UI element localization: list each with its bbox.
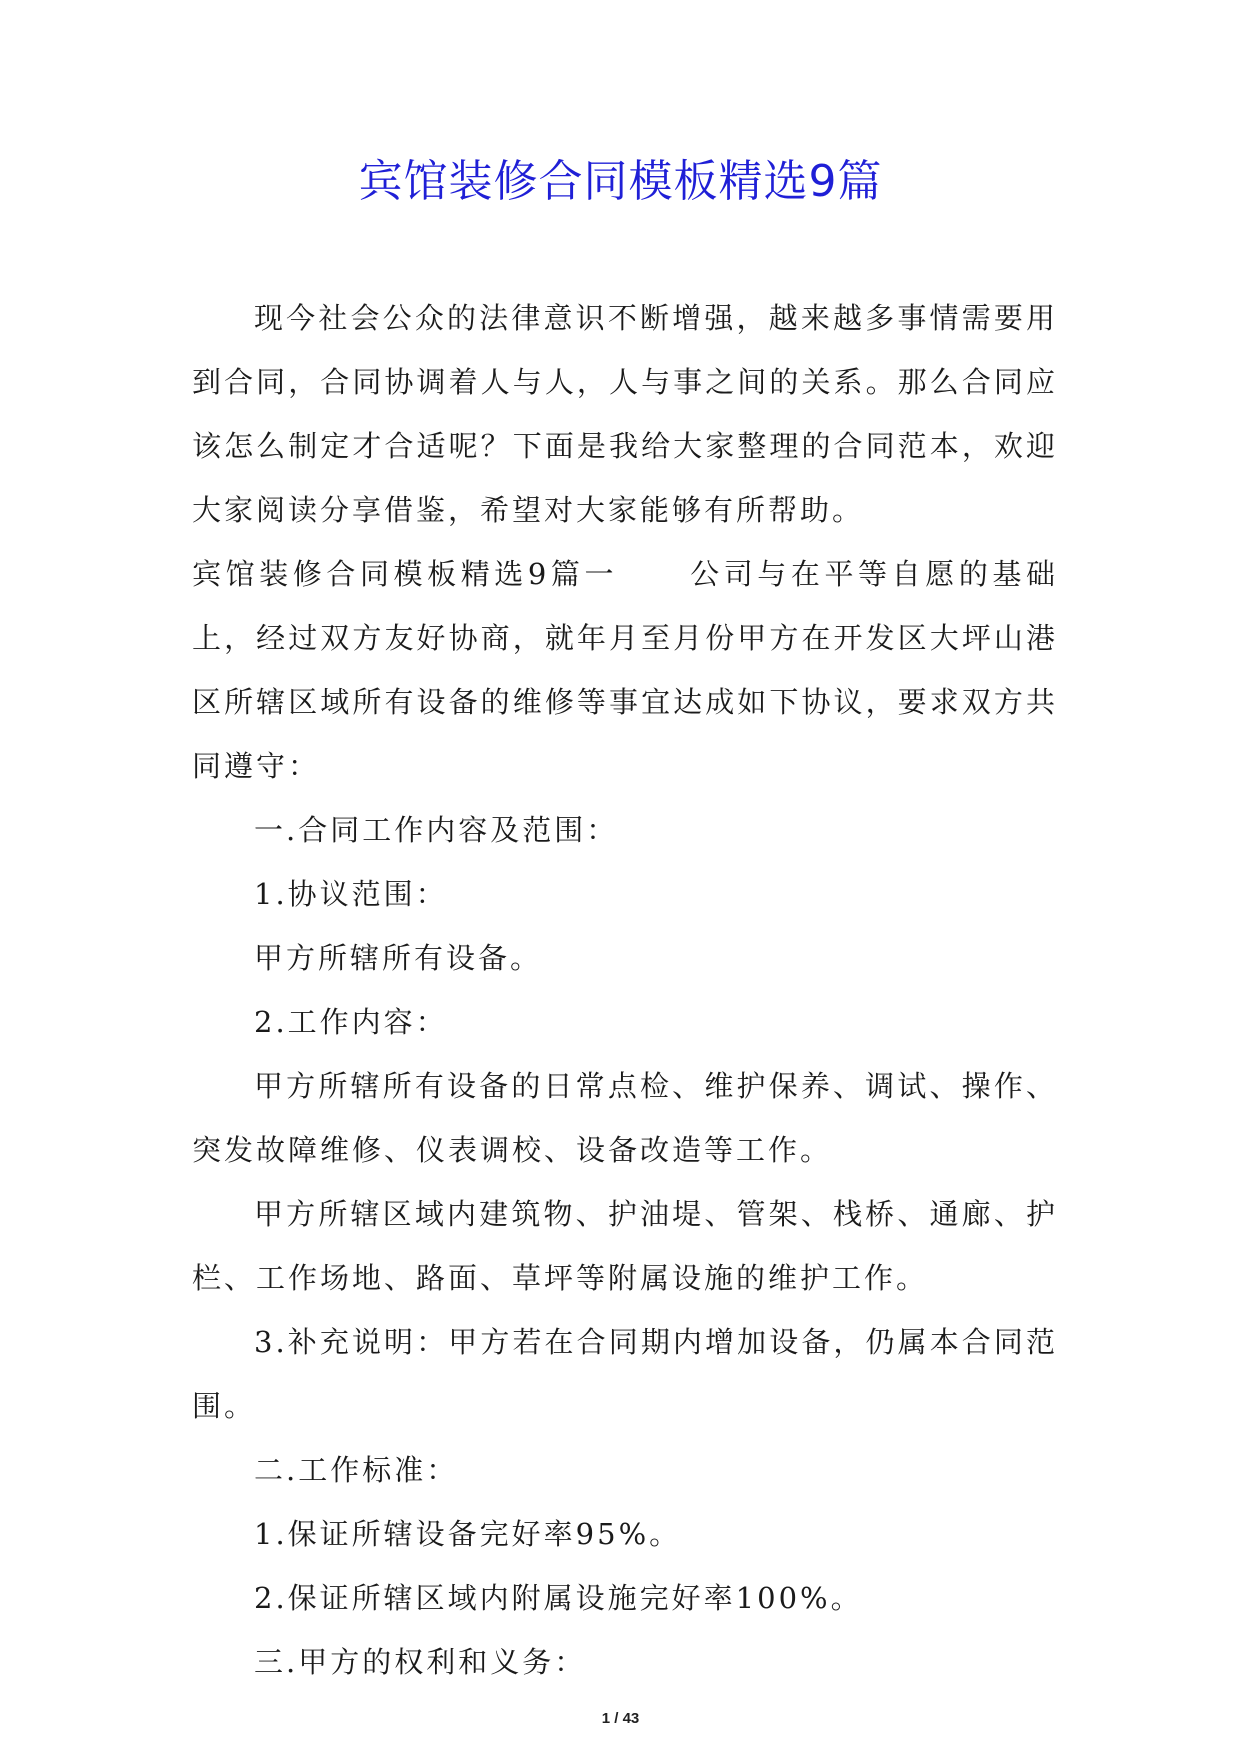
paragraph: 2.工作内容： [254, 1005, 448, 1039]
section-title: 宾馆装修合同模板精选9篇一 [192, 557, 619, 591]
document-title: 宾馆装修合同模板精选9篇 [358, 156, 883, 207]
paragraph: 甲方所辖所有设备的日常点检、维护保养、调试、操作、突发故障维修、仪表调校、设备改造等工作。 [192, 1069, 1058, 1167]
paragraph: 一.合同工作内容及范围： [254, 813, 619, 847]
section-lead-paragraph [192, 542, 1058, 798]
paragraph: 二.工作标准： [254, 1453, 459, 1487]
paragraph: 3.补充说明：甲方若在合同期内增加设备，仍属本合同范围。 [192, 1325, 1058, 1423]
paragraph: 甲方所辖区域内建筑物、护油堤、管架、栈桥、通廊、护栏、工作场地、路面、草坪等附属设施的维护工作。 [192, 1197, 1058, 1295]
section-lead-text: 公司与在平等自愿的基础上，经过双方友好协商，就年月至月份甲方在开发区大坪山港区所辖区域所有设备的维修等事宜达成如下协议，要求双方共同遵守： [192, 557, 1058, 783]
document-body [192, 286, 1058, 1694]
intro-paragraph: 现今社会公众的法律意识不断增强，越来越多事情需要用到合同，合同协调着人与人，人与事之间的关系。那么合同应该怎么制定才合适呢？下面是我给大家整理的合同范本，欢迎大家阅读分享借鉴，希望对大家能够有所帮助。 [192, 301, 1058, 527]
paragraph: 1.保证所辖设备完好率95%。 [254, 1517, 682, 1551]
paragraph: 2.保证所辖区域内附属设施完好率100%。 [254, 1581, 863, 1615]
page-number: 1 / 43 [601, 1710, 640, 1727]
paragraph: 1.协议范围： [254, 877, 448, 911]
paragraph: 三.甲方的权利和义务： [254, 1645, 587, 1679]
paragraph: 甲方所辖所有设备。 [254, 941, 543, 975]
